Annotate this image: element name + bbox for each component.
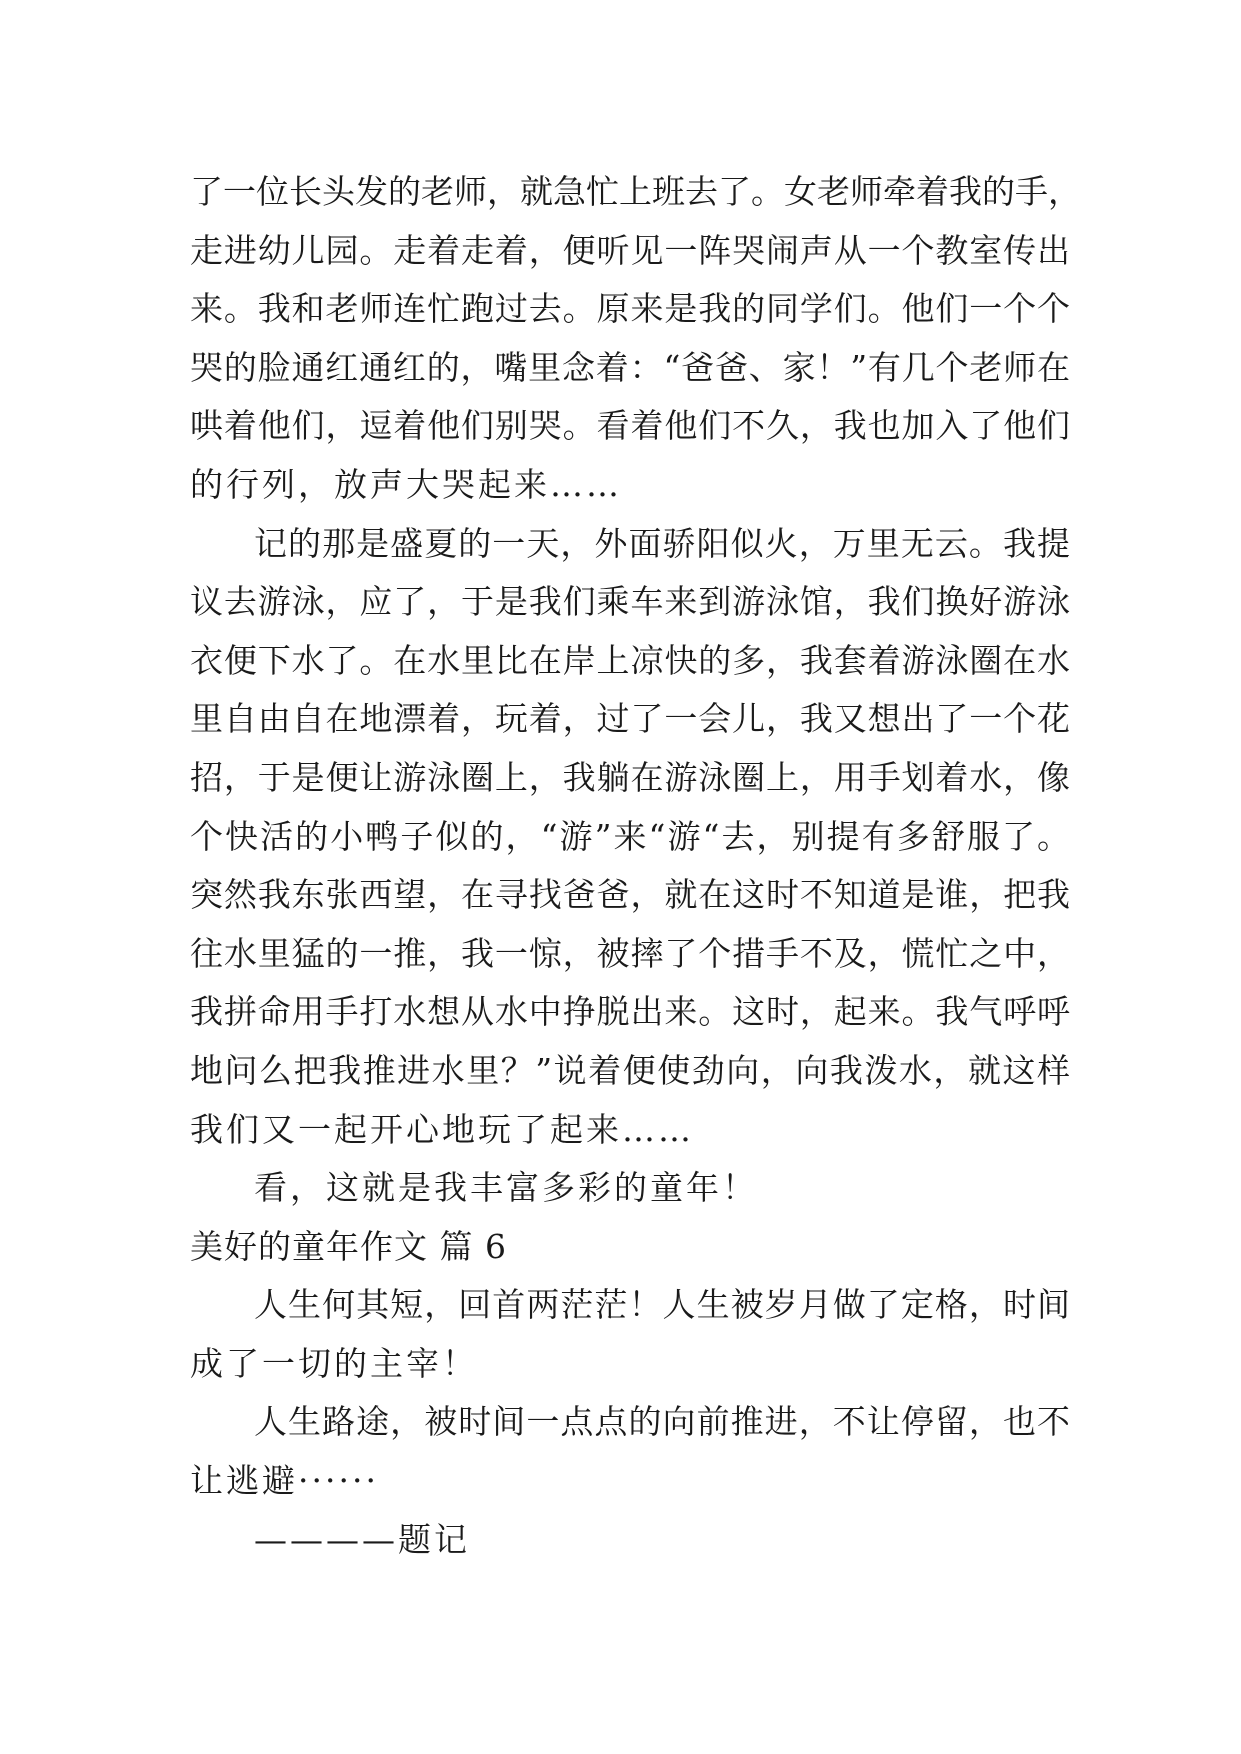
body-line: 往水里猛的一推，我一惊，被摔了个措手不及，慌忙之中， xyxy=(190,933,1070,973)
body-line: 来。我和老师连忙跑过去。原来是我的同学们。他们一个个 xyxy=(190,289,1070,329)
body-line: 个快活的小鸭子似的，“游”来“游“去，别提有多舒服了。 xyxy=(190,816,1070,856)
paragraph-start-line: 人生路途，被时间一点点的向前推进，不让停留，也不 xyxy=(254,1402,1070,1442)
paragraph-start-line: 看，这就是我丰富多彩的童年！ xyxy=(254,1168,758,1208)
body-line: 议去游泳，应了，于是我们乘车来到游泳馆，我们换好游泳 xyxy=(190,582,1070,622)
body-line: 里自由自在地漂着，玩着，过了一会儿，我又想出了一个花 xyxy=(190,699,1070,739)
paragraph-start-line: 记的那是盛夏的一天，外面骄阳似火，万里无云。我提 xyxy=(254,523,1070,563)
body-line: 地问么把我推进水里？”说着便使劲向，向我泼水，就这样 xyxy=(190,1050,1070,1090)
essay-body xyxy=(190,163,1081,1569)
paragraph-start-line: 人生何其短，回首两茫茫！人生被岁月做了定格，时间 xyxy=(254,1285,1070,1325)
body-line: 招，于是便让游泳圈上，我躺在游泳圈上，用手划着水，像 xyxy=(190,757,1070,797)
body-line: 让逃避······ xyxy=(190,1461,379,1501)
body-line: 衣便下水了。在水里比在岸上凉快的多，我套着游泳圈在水 xyxy=(190,640,1070,680)
body-line: 哄着他们，逗着他们别哭。看着他们不久，我也加入了他们 xyxy=(190,406,1070,446)
epigraph-signature: ————题记 xyxy=(254,1519,470,1559)
body-line: 的行列，放声大哭起来…… xyxy=(190,464,622,504)
body-line: 突然我东张西望，在寻找爸爸，就在这时不知道是谁，把我 xyxy=(190,875,1070,915)
body-line: 走进幼儿园。走着走着，便听见一阵哭闹声从一个教室传出 xyxy=(190,230,1070,270)
body-line: 了一位长头发的老师，就急忙上班去了。女老师牵着我的手， xyxy=(190,172,1081,211)
section-heading: 美好的童年作文 篇 6 xyxy=(190,1226,507,1266)
body-line: 我们又一起开心地玩了起来…… xyxy=(190,1109,694,1149)
body-line: 我拼命用手打水想从水中挣脱出来。这时，起来。我气呼呼 xyxy=(190,992,1070,1032)
body-line: 成了一切的主宰！ xyxy=(190,1343,478,1383)
body-line: 哭的脸通红通红的，嘴里念着：“爸爸、家！”有几个老师在 xyxy=(190,347,1070,387)
